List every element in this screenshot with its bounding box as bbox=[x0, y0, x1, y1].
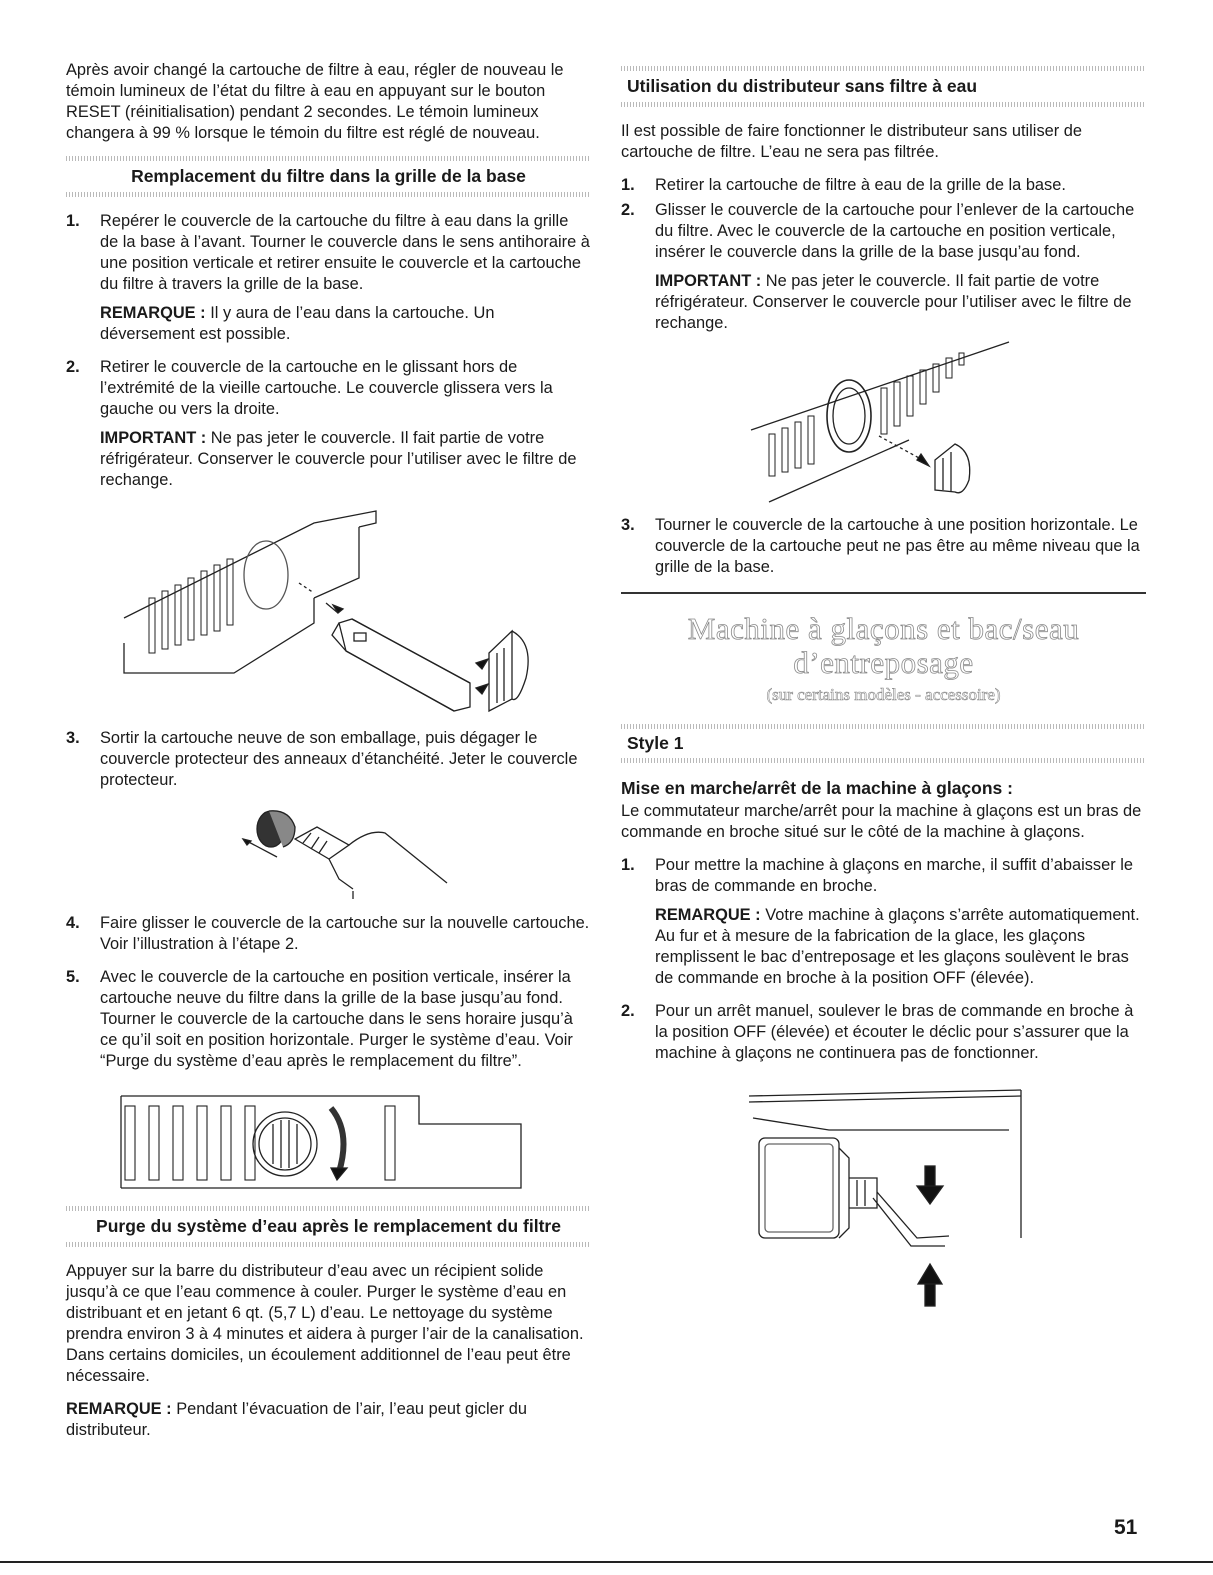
step-text: Avec le couvercle de la cartouche en position verticale, insérer la cartouche neuve du filtre dans la grille de la base jusqu’au fond. Tourner le couvercle de la cartouche dans le sens horaire jusqu’à ce qu’il soit en position horizontale. Purger le système d’eau. Voir “Purge du système d’eau après le remplacement du filtre”. bbox=[100, 968, 573, 1070]
list-item bbox=[66, 357, 591, 491]
section-heading-no-filter: Utilisation du distributeur sans filtre à eau bbox=[627, 76, 978, 96]
list-item bbox=[621, 175, 1146, 196]
banner-subtitle: (sur certains modèles - accessoire) bbox=[766, 685, 1001, 704]
step-text: Tourner le couvercle de la cartouche à une position horizontale. Le couvercle de la cartouche peut ne pas être au même niveau que la grille de la base. bbox=[655, 516, 1140, 576]
note-label: REMARQUE : bbox=[66, 1400, 172, 1418]
step-number: 1. bbox=[621, 856, 635, 874]
intro-paragraph: Après avoir changé la cartouche de filtre à eau, régler de nouveau le témoin lumineux de l’état du filtre à eau en appuyant sur le bouton RESET (réinitialisation) pendant 2 secondes. Le témoin lumineux changera à 99 % lorsque le témoin du filtre est réglé de nouveau. bbox=[66, 61, 564, 142]
style-label: Style 1 bbox=[627, 733, 684, 753]
heading-stripe bbox=[621, 102, 1146, 107]
ice-maker-intro: Le commutateur marche/arrêt pour la machine à glaçons est un bras de commande en broche situé sur le côté de la machine à glaçons. bbox=[621, 802, 1142, 841]
note-label: REMARQUE : bbox=[100, 304, 206, 322]
bottom-rule bbox=[0, 1561, 1213, 1563]
step-text: Pour mettre la machine à glaçons en marche, il suffit d’abaisser le bras de commande en broche. bbox=[655, 856, 1133, 895]
step-number: 5. bbox=[66, 968, 80, 986]
step-number: 1. bbox=[66, 212, 80, 230]
section-heading-base-grille: Remplacement du filtre dans la grille de la base bbox=[131, 166, 526, 186]
step-text: Faire glisser le couvercle de la cartouche sur la nouvelle cartouche. Voir l’illustration à l’étape 2. bbox=[100, 914, 590, 953]
list-item bbox=[66, 211, 591, 345]
note-text: Ne pas jeter le couvercle. Il fait partie de votre réfrigérateur. Conserver le couvercle pour l’utiliser avec le filtre de rechange. bbox=[655, 272, 1132, 332]
ice-maker-onoff-heading: Mise en marche/arrêt de la machine à glaçons : bbox=[621, 778, 1013, 798]
cartridge-removal-illustration bbox=[114, 503, 544, 718]
list-item bbox=[621, 515, 1146, 578]
section-divider bbox=[621, 592, 1146, 594]
note-label: IMPORTANT : bbox=[100, 429, 207, 447]
steps-list bbox=[621, 855, 1146, 1064]
page-number: 51 bbox=[1114, 1516, 1138, 1539]
no-filter-intro: Il est possible de faire fonctionner le distributeur sans utiliser de cartouche de filtre. L’eau ne sera pas filtrée. bbox=[621, 122, 1083, 161]
step-number: 3. bbox=[621, 516, 635, 534]
step-text: Glisser le couvercle de la cartouche pour l’enlever de la cartouche du filtre. Avec le couvercle de la cartouche en position verticale, insérer le couvercle dans la grille de la base jusqu’au fond. bbox=[655, 201, 1135, 261]
step-note bbox=[100, 303, 591, 345]
list-item bbox=[66, 913, 591, 955]
step-note bbox=[655, 271, 1146, 334]
heading-stripe bbox=[66, 192, 591, 197]
section-heading-block bbox=[66, 1206, 591, 1247]
banner-title: Machine à glaçons et bac/seau d’entreposage bbox=[687, 611, 1080, 680]
step-text: Repérer le couvercle de la cartouche du filtre à eau dans la grille de la base à l’avant. Tourner le couvercle dans le sens antihoraire à une position verticale et retirer ensuite le couvercle et la cartouche du filtre à travers la grille de la base. bbox=[100, 212, 590, 293]
heading-stripe bbox=[621, 758, 1146, 763]
grille-cap-horizontal-illustration bbox=[119, 1084, 539, 1194]
purge-note bbox=[66, 1399, 591, 1441]
list-item bbox=[621, 200, 1146, 334]
note-label: REMARQUE : bbox=[655, 906, 761, 924]
ice-maker-arm-illustration bbox=[739, 1088, 1029, 1328]
list-item bbox=[621, 1001, 1146, 1064]
step-note bbox=[100, 428, 591, 491]
note-text: Il y aura de l’eau dans la cartouche. Un déversement est possible. bbox=[100, 304, 495, 343]
note-text: Pendant l’évacuation de l’air, l’eau peut gicler du distributeur. bbox=[66, 1400, 528, 1439]
left-column bbox=[66, 60, 591, 1453]
protective-cap-illustration bbox=[199, 799, 459, 909]
section-heading-purge: Purge du système d’eau après le remplacement du filtre bbox=[96, 1216, 561, 1236]
step-text: Sortir la cartouche neuve de son emballage, puis dégager le couvercle protecteur des anneaux d’étanchéité. Jeter le couvercle protecteur. bbox=[100, 729, 578, 789]
list-item bbox=[66, 967, 591, 1072]
steps-list bbox=[66, 211, 591, 491]
list-item bbox=[66, 728, 591, 791]
step-text: Pour un arrêt manuel, soulever le bras de commande en broche à la position OFF (élevée) et écouter le déclic pour s’assurer que la machine à glaçons ne continuera pas de fonctionner. bbox=[655, 1002, 1134, 1062]
steps-list-continued bbox=[66, 728, 591, 791]
step-number: 3. bbox=[66, 729, 80, 747]
section-heading-block bbox=[621, 66, 1146, 107]
section-heading-block bbox=[66, 156, 591, 197]
cap-in-grille-illustration bbox=[749, 340, 1019, 505]
step-number: 2. bbox=[621, 201, 635, 219]
step-text: Retirer le couvercle de la cartouche en le glissant hors de l’extrémité de la vieille cartouche. Le couvercle glissera vers la gauche ou vers la droite. bbox=[100, 358, 553, 418]
list-item bbox=[621, 855, 1146, 989]
step-number: 4. bbox=[66, 914, 80, 932]
step-number: 2. bbox=[621, 1002, 635, 1020]
steps-list bbox=[621, 175, 1146, 334]
heading-stripe bbox=[66, 1242, 591, 1247]
step-number: 2. bbox=[66, 358, 80, 376]
ice-maker-banner bbox=[621, 612, 1146, 706]
step-number: 1. bbox=[621, 176, 635, 194]
right-column bbox=[621, 60, 1146, 1338]
purge-paragraph: Appuyer sur la barre du distributeur d’eau avec un récipient solide jusqu’à ce que l’eau commence à couler. Purger le système d’eau en distribuant et en jetant 6 qt. (5,7 L) d’eau. Le nettoyage du système prendra environ 3 à 4 minutes et aidera à purger l’air de la canalisation. Dans certains domiciles, un écoulement additionnel de l’eau peut être nécessaire. bbox=[66, 1262, 584, 1385]
note-label: IMPORTANT : bbox=[655, 272, 762, 290]
step-text: Retirer la cartouche de filtre à eau de la grille de la base. bbox=[655, 176, 1066, 194]
note-text: Ne pas jeter le couvercle. Il fait partie de votre réfrigérateur. Conserver le couvercle pour l’utiliser avec le filtre de rechange. bbox=[100, 429, 577, 489]
note-text: Votre machine à glaçons s’arrête automatiquement. Au fur et à mesure de la fabrication de la glace, les glaçons remplissent le bac d’entreposage et les glaçons soulèvent le bras de commande en broche à la position OFF (élevée). bbox=[655, 906, 1140, 987]
steps-list-continued bbox=[621, 515, 1146, 578]
steps-list-end bbox=[66, 913, 591, 1072]
step-note bbox=[655, 905, 1146, 989]
